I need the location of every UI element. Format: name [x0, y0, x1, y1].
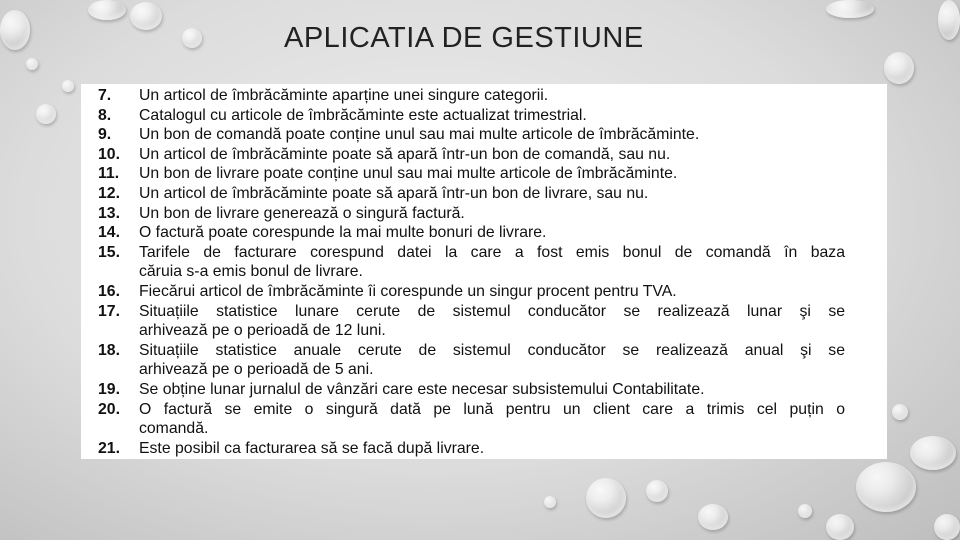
item-text: Un articol de îmbrăcăminte poate să apară într-un bon de comandă, sau nu. [139, 145, 671, 163]
water-drop-decoration [26, 58, 38, 70]
requirements-document-image [81, 84, 887, 459]
list-item [81, 86, 887, 106]
item-number: 19. [98, 380, 120, 398]
list-item [81, 125, 887, 145]
water-drop-decoration [62, 80, 74, 92]
item-text: O factură se emite o singură dată pe lună pentru un client care a trimis cel puțin o [139, 400, 845, 418]
list-item-continuation [81, 262, 887, 282]
item-text: Situațiile statistice lunare cerute de sistemul conducător se realizează lunar şi se [139, 302, 845, 320]
item-text: O factură poate corespunde la mai multe bonuri de livrare. [139, 224, 547, 242]
item-number: 11. [98, 165, 120, 183]
item-number: 12. [98, 184, 120, 202]
list-item [81, 439, 887, 459]
item-number: 21. [98, 439, 120, 457]
item-text: Tarifele de facturare corespund datei la care a fost emis bonul de comandă în baza [139, 243, 845, 261]
item-text: Un bon de livrare generează o singură factură. [139, 204, 465, 222]
water-drop-decoration [826, 0, 874, 18]
requirements-list [81, 86, 887, 458]
list-item [81, 341, 887, 361]
item-number: 13. [98, 204, 120, 222]
water-drop-decoration [182, 28, 202, 48]
item-text: Un bon de comandă poate conține unul sau mai multe articole de îmbrăcăminte. [139, 126, 700, 144]
item-text: Un articol de îmbrăcăminte poate să apară într-un bon de livrare, sau nu. [139, 184, 649, 202]
item-number: 16. [98, 282, 120, 300]
item-number: 20. [98, 400, 120, 418]
water-drop-decoration [586, 478, 626, 518]
item-text: căruia s-a emis bonul de livrare. [139, 263, 363, 281]
water-drop-decoration [646, 480, 668, 502]
item-number: 7. [98, 87, 112, 104]
item-text: Se obține lunar jurnalul de vânzări care este necesar subsistemului Contabilitate. [139, 380, 705, 398]
water-drop-decoration [88, 0, 126, 20]
list-item [81, 400, 887, 420]
water-drop-decoration [938, 0, 960, 40]
water-drop-decoration [0, 10, 30, 50]
item-text: Catalogul cu articole de îmbrăcăminte este actualizat trimestrial. [139, 106, 587, 124]
list-item-continuation [81, 321, 887, 341]
list-item [81, 164, 887, 184]
water-drop-decoration [884, 52, 914, 84]
list-item [81, 145, 887, 165]
water-drop-decoration [798, 504, 812, 518]
item-number: 17. [98, 302, 120, 320]
water-drop-decoration [934, 514, 960, 540]
water-drop-decoration [910, 436, 956, 470]
list-item [81, 282, 887, 302]
water-drop-decoration [826, 514, 854, 540]
item-text: arhivează pe o perioadă de 12 luni. [139, 322, 386, 340]
item-number: 10. [98, 145, 120, 163]
water-drop-decoration [892, 404, 908, 420]
list-item [81, 380, 887, 400]
list-item [81, 223, 887, 243]
list-item [81, 204, 887, 224]
item-text: Este posibil ca facturarea să se facă după livrare. [139, 439, 485, 457]
item-text: comandă. [139, 420, 209, 438]
water-drop-decoration [544, 496, 556, 508]
item-number: 9. [98, 126, 112, 144]
water-drop-decoration [698, 504, 728, 530]
slide-title: APLICATIA DE GESTIUNE [284, 22, 644, 54]
item-text: arhivează pe o perioadă de 5 ani. [139, 361, 374, 379]
item-number: 8. [98, 106, 112, 124]
list-item [81, 184, 887, 204]
list-item [81, 243, 887, 263]
item-text: Un bon de livrare poate conține unul sau mai multe articole de îmbrăcăminte. [139, 165, 678, 183]
water-drop-decoration [130, 2, 162, 30]
item-number: 18. [98, 341, 120, 359]
item-number: 14. [98, 224, 120, 242]
item-text: Situațiile statistice anuale cerute de sistemul conducător se realizează anual şi se [139, 341, 845, 359]
water-drop-decoration [856, 462, 916, 512]
list-item-continuation [81, 419, 887, 439]
list-item-continuation [81, 360, 887, 380]
water-drop-decoration [36, 104, 56, 124]
item-number: 15. [98, 243, 120, 261]
item-text: Fiecărui articol de îmbrăcăminte îi corespunde un singur procent pentru TVA. [139, 282, 677, 300]
list-item [81, 302, 887, 322]
item-text: Un articol de îmbrăcăminte aparține unei singure categorii. [139, 87, 549, 104]
list-item [81, 106, 887, 126]
